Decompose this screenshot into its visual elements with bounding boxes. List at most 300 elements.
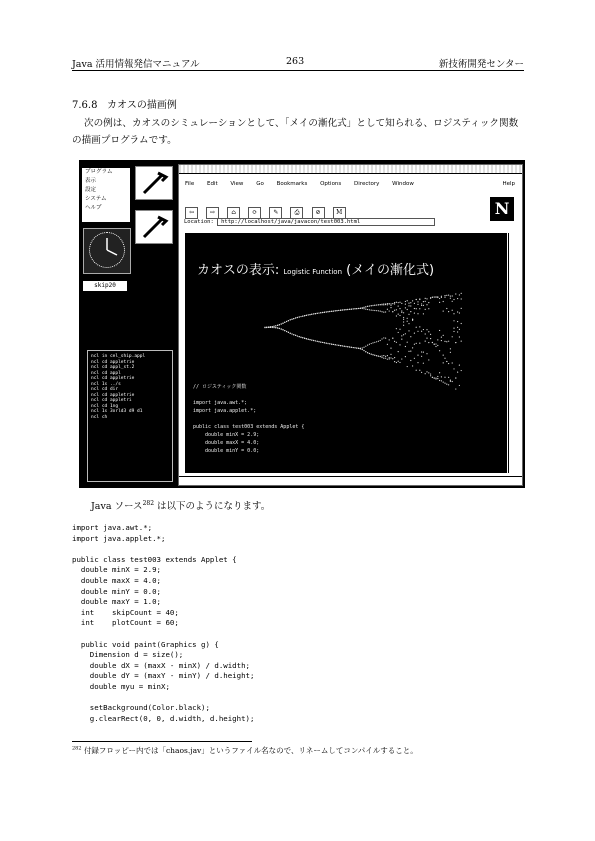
plot-point <box>408 303 409 304</box>
location-input[interactable]: http://localhost/java/javacon/test003.html <box>217 218 435 226</box>
code-line: g.clearRect(0, 0, d.width, d.height); <box>72 713 255 723</box>
plot-point <box>398 361 399 362</box>
plot-point <box>405 307 406 308</box>
plot-point <box>428 308 429 309</box>
plot-point <box>412 365 413 366</box>
menu-view[interactable]: View <box>230 181 244 187</box>
plot-point <box>439 298 440 299</box>
plot-point <box>423 352 424 353</box>
plot-point <box>335 344 336 345</box>
plot-point <box>416 370 417 371</box>
caption-prefix: Java ソース <box>91 501 143 512</box>
plot-point <box>403 334 404 335</box>
plot-point <box>435 297 436 298</box>
plot-point <box>394 357 395 358</box>
plot-point <box>430 373 431 374</box>
plot-point <box>327 311 328 312</box>
plot-point <box>297 335 298 336</box>
plot-point <box>401 312 402 313</box>
plot-point <box>347 309 348 310</box>
plot-point <box>443 381 444 382</box>
plot-point <box>450 295 451 296</box>
location-bar <box>184 218 435 226</box>
plot-point <box>448 363 449 364</box>
netscape-logo: N <box>490 197 514 221</box>
plot-point <box>367 309 368 310</box>
plot-point <box>338 345 339 346</box>
footnote-number: 282 <box>72 745 82 752</box>
menu-window[interactable]: Window <box>392 181 414 187</box>
code-line: double maxY = 1.0; <box>72 597 161 607</box>
plot-point <box>430 298 431 299</box>
code-line: setBackground(Color.black); <box>72 703 210 713</box>
caption-suffix: は以下のようになります。 <box>154 501 271 512</box>
menu-options[interactable]: Options <box>320 181 342 187</box>
plot-point <box>452 336 453 337</box>
plot-point <box>407 321 408 322</box>
plot-point <box>450 348 451 349</box>
plot-point <box>444 295 445 296</box>
plot-point <box>356 347 357 348</box>
menu-go[interactable]: Go <box>256 181 264 187</box>
plot-point <box>365 351 366 352</box>
plot-point <box>417 304 418 305</box>
applet-subtitle: Logistic Function <box>283 268 343 276</box>
plot-point <box>297 317 298 318</box>
terminal-line: ncl in cel_ship.appl <box>91 354 146 359</box>
plot-point <box>441 340 442 341</box>
plot-point <box>349 346 350 347</box>
plot-point <box>336 344 337 345</box>
plot-point <box>414 358 415 359</box>
desktop-tool-icon <box>135 166 173 200</box>
plot-point <box>423 329 424 330</box>
plot-point <box>281 323 282 324</box>
wrench-icon <box>136 211 172 243</box>
plot-point <box>354 347 355 348</box>
plot-point <box>383 312 384 313</box>
plot-point <box>371 309 372 310</box>
plot-point <box>453 327 454 328</box>
plot-point <box>342 309 343 310</box>
plot-point <box>439 302 440 303</box>
plot-point <box>331 344 332 345</box>
plot-point <box>279 328 280 329</box>
reload-icon[interactable]: ⟳ <box>248 207 261 219</box>
plot-point <box>365 306 366 307</box>
plot-point <box>439 350 440 351</box>
plot-point <box>387 344 388 345</box>
plot-point <box>437 339 438 340</box>
plot-point <box>407 342 408 343</box>
plot-point <box>390 303 391 304</box>
plot-point <box>437 296 438 297</box>
plot-point <box>419 308 420 309</box>
plot-point <box>304 315 305 316</box>
plot-point <box>299 316 300 317</box>
plot-point <box>398 332 399 333</box>
plot-point <box>423 305 424 306</box>
plot-point <box>300 316 301 317</box>
plot-point <box>277 325 278 326</box>
plot-point <box>389 357 390 358</box>
plot-point <box>387 303 388 304</box>
plot-point <box>453 313 454 314</box>
plot-point <box>448 384 449 385</box>
plot-point <box>432 297 433 298</box>
plot-point <box>360 308 361 309</box>
plot-point <box>389 303 390 304</box>
plot-point <box>446 384 447 385</box>
code-line: double maxX = 4.0; <box>72 575 161 585</box>
plot-point <box>392 311 393 312</box>
applet-screenshot <box>79 160 525 488</box>
plot-point <box>367 345 368 346</box>
plot-point <box>340 345 341 346</box>
plot-point <box>344 309 345 310</box>
open-icon[interactable]: ✎ <box>269 207 282 219</box>
plot-point <box>443 335 444 336</box>
plot-point <box>275 327 276 328</box>
plot-point <box>392 358 393 359</box>
plot-point <box>425 301 426 302</box>
applet-canvas <box>185 233 507 473</box>
plot-point <box>412 320 413 321</box>
plot-point <box>272 327 273 328</box>
plot-point <box>426 353 427 354</box>
plot-point <box>335 310 336 311</box>
plot-point <box>369 353 370 354</box>
plot-point <box>453 331 454 332</box>
section-number: 7.6.8 <box>72 100 98 111</box>
plot-point <box>430 375 431 376</box>
plot-point <box>282 323 283 324</box>
plot-point <box>408 314 409 315</box>
plot-point <box>363 347 364 348</box>
plot-point <box>399 344 400 345</box>
plot-point <box>353 347 354 348</box>
code-line: public class test003 extends Applet { <box>72 554 237 564</box>
plot-point <box>394 361 395 362</box>
code-line: int plotCount = 60; <box>72 618 179 628</box>
plot-point <box>353 308 354 309</box>
plot-point <box>306 338 307 339</box>
plot-point <box>322 312 323 313</box>
plot-point <box>450 352 451 353</box>
plot-point <box>401 335 402 336</box>
plot-point <box>318 341 319 342</box>
plot-point <box>349 309 350 310</box>
running-header <box>72 56 524 71</box>
plot-point <box>318 312 319 313</box>
plot-point <box>405 356 406 357</box>
plot-point <box>306 315 307 316</box>
plot-point <box>381 311 382 312</box>
plot-point <box>329 343 330 344</box>
plot-point <box>279 324 280 325</box>
plot-point <box>394 302 395 303</box>
plot-point <box>313 313 314 314</box>
plot-point <box>410 351 411 352</box>
plot-point <box>444 297 445 298</box>
plot-point <box>457 327 458 328</box>
plot-point <box>461 341 462 342</box>
menu-edit[interactable]: Edit <box>206 181 218 187</box>
section-heading <box>72 96 177 111</box>
plot-point <box>461 323 462 324</box>
plot-point <box>453 368 454 369</box>
plot-point <box>426 329 427 330</box>
browser-window <box>178 164 523 486</box>
code-line: public void paint(Graphics g) { <box>72 639 219 649</box>
plot-point <box>403 325 404 326</box>
plot-point <box>291 333 292 334</box>
plot-point <box>322 342 323 343</box>
plot-point <box>342 345 343 346</box>
plot-point <box>324 342 325 343</box>
plot-point <box>407 366 408 367</box>
plot-point <box>461 298 462 299</box>
plot-point <box>425 333 426 334</box>
plot-point <box>315 313 316 314</box>
plot-point <box>320 312 321 313</box>
plot-point <box>459 312 460 313</box>
plot-point <box>324 312 325 313</box>
terminal-line: ncl cd appl <box>91 370 121 376</box>
plot-point <box>423 363 424 364</box>
plot-point <box>390 357 391 358</box>
plot-point <box>380 311 381 312</box>
plot-point <box>446 341 447 342</box>
plot-point <box>405 301 406 302</box>
footnote-rule <box>72 741 252 742</box>
forward-icon[interactable]: ⇨ <box>206 207 219 219</box>
plot-point <box>448 377 449 378</box>
plot-point <box>273 327 274 328</box>
plot-point <box>270 327 271 328</box>
terminal-line: ncl 1s 3orld3 d9 d1 <box>91 409 143 414</box>
plot-point <box>396 309 397 310</box>
plot-point <box>338 310 339 311</box>
plot-point <box>399 308 400 309</box>
plot-point <box>417 362 418 363</box>
plot-point <box>372 354 373 355</box>
plot-point <box>302 316 303 317</box>
plot-point <box>417 313 418 314</box>
plot-point <box>435 378 436 379</box>
plot-point <box>457 311 458 312</box>
plot-point <box>408 323 409 324</box>
terminal-window <box>87 350 173 482</box>
plot-point <box>407 309 408 310</box>
plot-point <box>320 341 321 342</box>
plot-point <box>268 327 269 328</box>
plot-point <box>408 330 409 331</box>
plot-point <box>444 377 445 378</box>
plot-point <box>430 334 431 335</box>
terminal-line: ncl 1s ../s <box>91 381 121 387</box>
plot-point <box>455 342 456 343</box>
applet-title: カオスの表示: <box>197 263 280 278</box>
plot-point <box>421 331 422 332</box>
plot-point <box>340 310 341 311</box>
plot-point <box>315 340 316 341</box>
plot-point <box>428 359 429 360</box>
plot-point <box>392 303 393 304</box>
plot-point <box>401 339 402 340</box>
plot-point <box>461 308 462 309</box>
plot-point <box>452 362 453 363</box>
plot-point <box>374 305 375 306</box>
terminal-line: ncl ch <box>91 414 108 420</box>
plot-point <box>317 313 318 314</box>
code-line: double dX = (maxX - minX) / d.width; <box>72 660 250 670</box>
plot-point <box>380 340 381 341</box>
plot-point <box>398 302 399 303</box>
plot-point <box>396 362 397 363</box>
plot-point <box>437 378 438 379</box>
back-icon[interactable]: ⇦ <box>185 207 198 219</box>
plot-point <box>264 327 265 328</box>
plot-point <box>381 338 382 339</box>
plot-point <box>326 311 327 312</box>
plot-point <box>385 358 386 359</box>
plot-point <box>425 341 426 342</box>
plot-point <box>290 333 291 334</box>
plot-point <box>284 322 285 323</box>
menu-bookmarks[interactable]: Bookmarks <box>276 181 308 187</box>
plot-point <box>455 377 456 378</box>
vertical-scrollbar[interactable] <box>508 233 517 473</box>
plot-point <box>345 346 346 347</box>
plot-point <box>286 321 287 322</box>
plot-point <box>459 365 460 366</box>
plot-point <box>369 344 370 345</box>
plot-point <box>414 303 415 304</box>
code-line <box>72 544 254 555</box>
plot-point <box>426 338 427 339</box>
plot-point <box>453 299 454 300</box>
plot-point <box>410 360 411 361</box>
plot-point <box>419 343 420 344</box>
code-line <box>72 629 254 640</box>
plot-point <box>410 311 411 312</box>
plot-point <box>363 350 364 351</box>
plot-point <box>396 302 397 303</box>
home-icon[interactable]: ⌂ <box>227 207 240 219</box>
plot-point <box>434 377 435 378</box>
plot-point <box>299 336 300 337</box>
plot-point <box>461 293 462 294</box>
plot-point <box>387 304 388 305</box>
mail-icon[interactable]: M <box>333 207 346 219</box>
plot-point <box>288 320 289 321</box>
plot-point <box>383 358 384 359</box>
terminal-line: ncl cd appletrie <box>91 376 135 381</box>
code-line: Dimension d = size(); <box>72 650 184 660</box>
plot-point <box>392 338 393 339</box>
code-caption <box>91 498 270 512</box>
terminal-line: ncl cd appletrie <box>91 359 135 365</box>
desktop-menu-item: 設定 <box>85 187 97 193</box>
plot-point <box>371 305 372 306</box>
plot-point <box>407 318 408 319</box>
plot-point <box>428 342 429 343</box>
plot-point <box>336 310 337 311</box>
plot-point <box>410 336 411 337</box>
plot-point <box>358 308 359 309</box>
plot-point <box>390 354 391 355</box>
plot-point <box>365 309 366 310</box>
plot-point <box>437 376 438 377</box>
stop-icon[interactable]: ⊘ <box>312 207 325 219</box>
plot-point <box>295 317 296 318</box>
plot-point <box>407 300 408 301</box>
plot-point <box>457 321 458 322</box>
terminal-line: ncl cd appl_st.2 <box>91 365 135 370</box>
plot-point <box>387 359 388 360</box>
plot-point <box>459 329 460 330</box>
location-label: Location: <box>184 219 214 225</box>
plot-point <box>295 335 296 336</box>
plot-point <box>396 342 397 343</box>
plot-point <box>417 331 418 332</box>
plot-point <box>412 347 413 348</box>
plot-point <box>311 339 312 340</box>
plot-point <box>421 351 422 352</box>
plot-point <box>358 348 359 349</box>
plot-point <box>311 314 312 315</box>
plot-point <box>430 338 431 339</box>
plot-point <box>428 372 429 373</box>
plot-point <box>273 326 274 327</box>
plot-point <box>408 305 409 306</box>
plot-point <box>317 341 318 342</box>
plot-point <box>441 380 442 381</box>
plot-point <box>369 309 370 310</box>
plot-point <box>457 331 458 332</box>
plot-point <box>398 313 399 314</box>
plot-point <box>416 308 417 309</box>
plot-point <box>383 304 384 305</box>
plot-point <box>416 343 417 344</box>
applet-title-suffix: (メイの漸化式) <box>346 263 435 278</box>
menu-help[interactable]: Help <box>502 181 515 187</box>
plot-point <box>282 329 283 330</box>
menu-directory[interactable]: Directory <box>354 181 380 187</box>
plot-point <box>378 356 379 357</box>
plot-point <box>419 326 420 327</box>
plot-point <box>410 305 411 306</box>
desktop-menu-item: システム <box>85 196 107 202</box>
menu-file[interactable]: File <box>185 181 195 187</box>
plot-point <box>457 372 458 373</box>
plot-point <box>414 344 415 345</box>
print-icon[interactable]: ⎙ <box>290 207 303 219</box>
status-bar <box>179 476 522 485</box>
plot-point <box>363 308 364 309</box>
plot-point <box>371 343 372 344</box>
plot-point <box>398 305 399 306</box>
plot-point <box>423 313 424 314</box>
plot-point <box>376 355 377 356</box>
plot-point <box>439 380 440 381</box>
plot-point <box>443 362 444 363</box>
plot-point <box>390 307 391 308</box>
plot-point <box>448 341 449 342</box>
plot-point <box>414 312 415 313</box>
plot-point <box>363 307 364 308</box>
